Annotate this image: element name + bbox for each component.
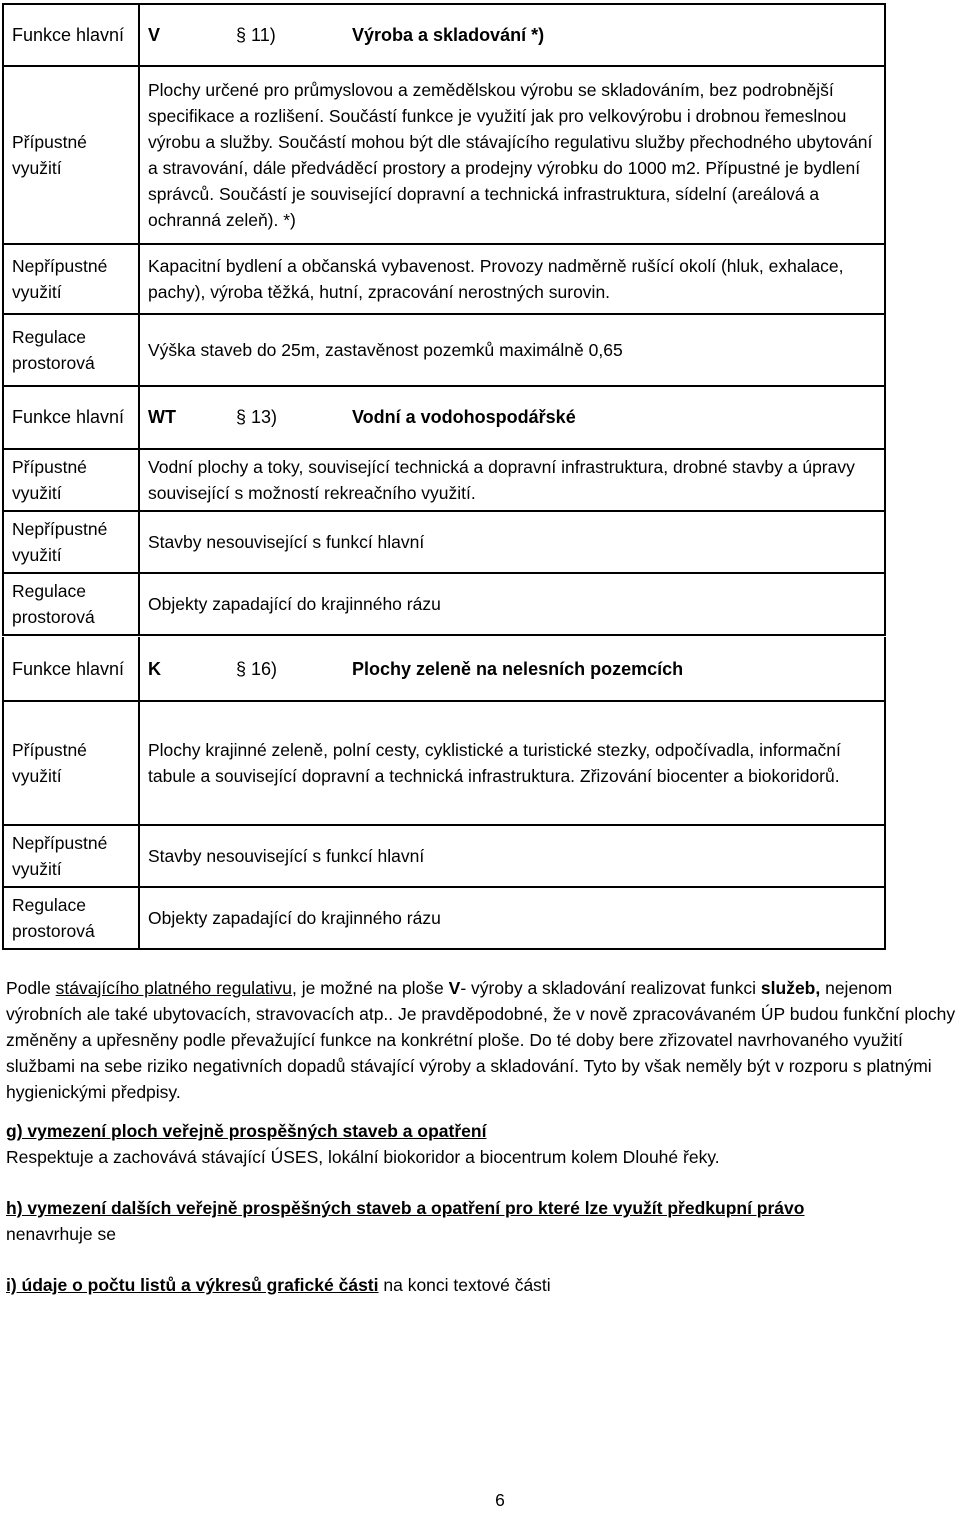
text-span: nejenom výrobních ale také ubytovacích, stravovacích atp.. Je pravděpodobné, že v nově zpracovávaném ÚP budou funkční plochy změněny a upřesněny podle převažující funkce na konkrétní ploše. Do té doby bere zřizovatel navrhovaného využití službami na sebe riziko negativních dopadů stávající výroby a skladování. Tyto by však neměly být v rozporu s platnými hygienickými předpisy.: [6, 978, 956, 1102]
note-paragraph: [6, 975, 958, 1105]
row-spatial: [3, 314, 885, 386]
section-g-heading: g) vymezení ploch veřejně prospěšných staveb a opatření: [6, 1121, 487, 1141]
row-label: Regulace prostorová: [3, 314, 139, 386]
function-code: V: [139, 4, 224, 66]
function-label: Funkce hlavní: [3, 4, 139, 66]
function-title: Vodní a vodohospodářské: [344, 385, 885, 449]
section-i-paragraph: [6, 1272, 958, 1298]
function-number: § 16): [224, 637, 344, 701]
row-forbidden: [3, 825, 885, 887]
section-g-text: Respektuje a zachovává stávající ÚSES, lokální biokoridor a biocentrum kolem Dlouhé řeky.: [6, 1147, 720, 1167]
text-span: , je možné na ploše: [292, 978, 449, 998]
row-text: Objekty zapadající do krajinného rázu: [139, 573, 885, 635]
row-text: Plochy určené pro průmyslovou a zemědělskou výrobu se skladováním, bez podrobnější specifikace a rozlišení. Součástí funkce je využití jak pro velkovýrobu i drobnou řemeslnou výrobu a služby. Součástí mohou být dle stávajícího regulativu služby přechodného ubytování a stravování, dále předváděcí prostory a prodejny výrobku do 1000 m2. Přípustné je bydlení správců. Součástí je související dopravní a technická infrastruktura, sídelní (areálová a ochranná zeleň). *): [139, 66, 885, 244]
function-title: Výroba a skladování *): [344, 4, 885, 66]
number-value: 16): [251, 658, 278, 679]
function-label: Funkce hlavní: [3, 385, 139, 449]
row-forbidden: [3, 244, 885, 314]
function-code: K: [139, 637, 224, 701]
row-spatial: [3, 887, 885, 949]
regulation-table-k: [2, 637, 886, 950]
row-text: Výška staveb do 25m, zastavěnost pozemků maximálně 0,65: [139, 314, 885, 386]
section-header: [3, 637, 885, 701]
underlined-reference: stávajícího platného regulativu: [55, 978, 293, 998]
row-label: Nepřípustné využití: [3, 244, 139, 314]
section-h-heading: h) vymezení dalších veřejně prospěšných staveb a opatření pro které lze využít předkupní právo: [6, 1198, 805, 1218]
row-text: Stavby nesouvisející s funkcí hlavní: [139, 511, 885, 573]
row-label: Přípustné využití: [3, 66, 139, 244]
row-text: Stavby nesouvisející s funkcí hlavní: [139, 825, 885, 887]
function-number: § 11): [224, 4, 344, 66]
text-span: - výroby a skladování realizovat funkci: [460, 978, 761, 998]
row-text: Objekty zapadající do krajinného rázu: [139, 887, 885, 949]
function-title: Plochy zeleně na nelesních pozemcích: [344, 637, 885, 701]
number-value: 11): [251, 25, 276, 45]
text-span: Podle: [6, 978, 56, 998]
row-allowed: [3, 66, 885, 244]
row-label: Nepřípustné využití: [3, 825, 139, 887]
row-label: Přípustné využití: [3, 449, 139, 511]
page-number: 6: [495, 1490, 505, 1510]
section-header: [3, 385, 885, 449]
row-allowed: [3, 449, 885, 511]
function-label: Funkce hlavní: [3, 637, 139, 701]
regulation-table-wt: [2, 385, 886, 636]
row-label: Nepřípustné využití: [3, 511, 139, 573]
row-label: Regulace prostorová: [3, 573, 139, 635]
row-text: Vodní plochy a toky, související technická a dopravní infrastruktura, drobné stavby a úpravy související s možností rekreačního využití.: [139, 449, 885, 511]
section-i-text: na konci textové části: [378, 1275, 551, 1295]
section-header: [3, 4, 885, 66]
bold-code: V: [448, 978, 461, 998]
function-number: § 13): [224, 385, 344, 449]
row-label: Regulace prostorová: [3, 887, 139, 949]
number-value: 13): [251, 406, 278, 427]
row-label: Přípustné využití: [3, 701, 139, 825]
row-spatial: [3, 573, 885, 635]
row-text: Kapacitní bydlení a občanská vybavenost. Provozy nadměrně rušící okolí (hluk, exhalace, pachy), výroba těžká, hutní, zpracování nerostných surovin.: [139, 244, 885, 314]
row-text: Plochy krajinné zeleně, polní cesty, cyklistické a turistické stezky, odpočívadla, informační tabule a související dopravní a technická infrastruktura. Zřizování biocenter a biokoridorů.: [139, 701, 885, 825]
row-allowed: [3, 701, 885, 825]
row-forbidden: [3, 511, 885, 573]
regulation-table-v: [2, 3, 886, 387]
bold-term: služeb,: [760, 978, 821, 998]
function-code: WT: [139, 385, 224, 449]
section-i-heading: i) údaje o počtu listů a výkresů grafické části: [6, 1275, 379, 1295]
section-h-text: nenavrhuje se: [6, 1224, 116, 1244]
